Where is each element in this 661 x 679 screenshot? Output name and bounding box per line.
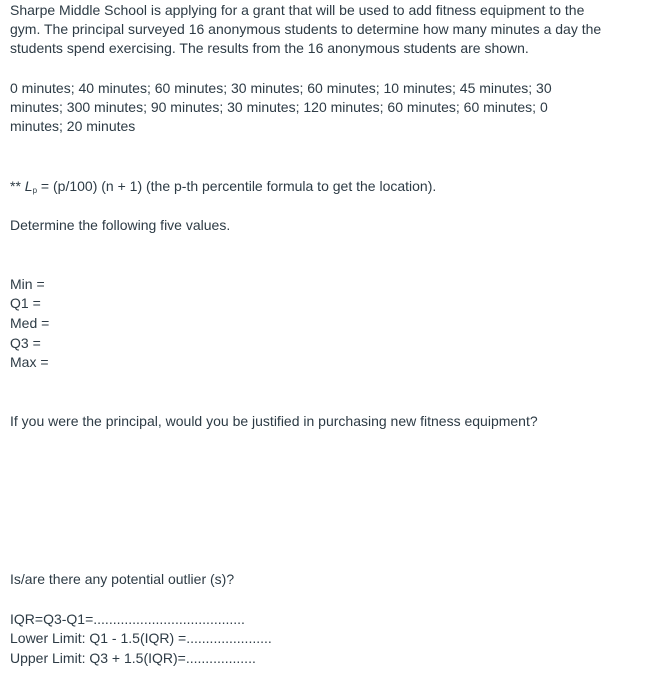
min-label: Min = [10, 276, 45, 292]
intro-line-3: students spend exercising. The results from the 16 anonymous students are shown. [10, 40, 529, 56]
data-list-line-2: minutes; 300 minutes; 90 minutes; 30 minutes; 120 minutes; 60 minutes; 60 minutes; 0 [10, 99, 548, 115]
formula-prefix: ** [10, 178, 25, 194]
formula-text: = (p/100) (n + 1) (the p-th percentile formula to get the location). [37, 178, 437, 194]
intro-line-1: Sharpe Middle School is applying for a grant that will be used to add fitness equipment to the [10, 2, 585, 18]
data-list-line-3: minutes; 20 minutes [10, 118, 136, 134]
lower-limit-line: Lower Limit: Q1 - 1.5(IQR) =...................... [10, 630, 272, 646]
data-list-line-1: 0 minutes; 40 minutes; 60 minutes; 30 minutes; 60 minutes; 10 minutes; 45 minutes; 30 [10, 80, 552, 96]
intro-line-2: gym. The principal surveyed 16 anonymous students to determine how many minutes a day the [10, 21, 602, 37]
q3-label: Q3 = [10, 335, 41, 351]
instruction-text: Determine the following five values. [10, 217, 231, 233]
formula-subscript: p [32, 186, 38, 195]
principal-question: If you were the principal, would you be justified in purchasing new fitness equipment? [10, 413, 538, 429]
outlier-question: Is/are there any potential outlier (s)? [10, 571, 235, 587]
max-label: Max = [10, 354, 49, 370]
iqr-line: IQR=Q3-Q1=....................................... [10, 611, 245, 627]
formula-variable: L [24, 178, 33, 194]
median-label: Med = [10, 315, 50, 331]
q1-label: Q1 = [10, 295, 41, 311]
upper-limit-line: Upper Limit: Q3 + 1.5(IQR)=.................. [10, 650, 256, 666]
percentile-formula [10, 177, 436, 200]
